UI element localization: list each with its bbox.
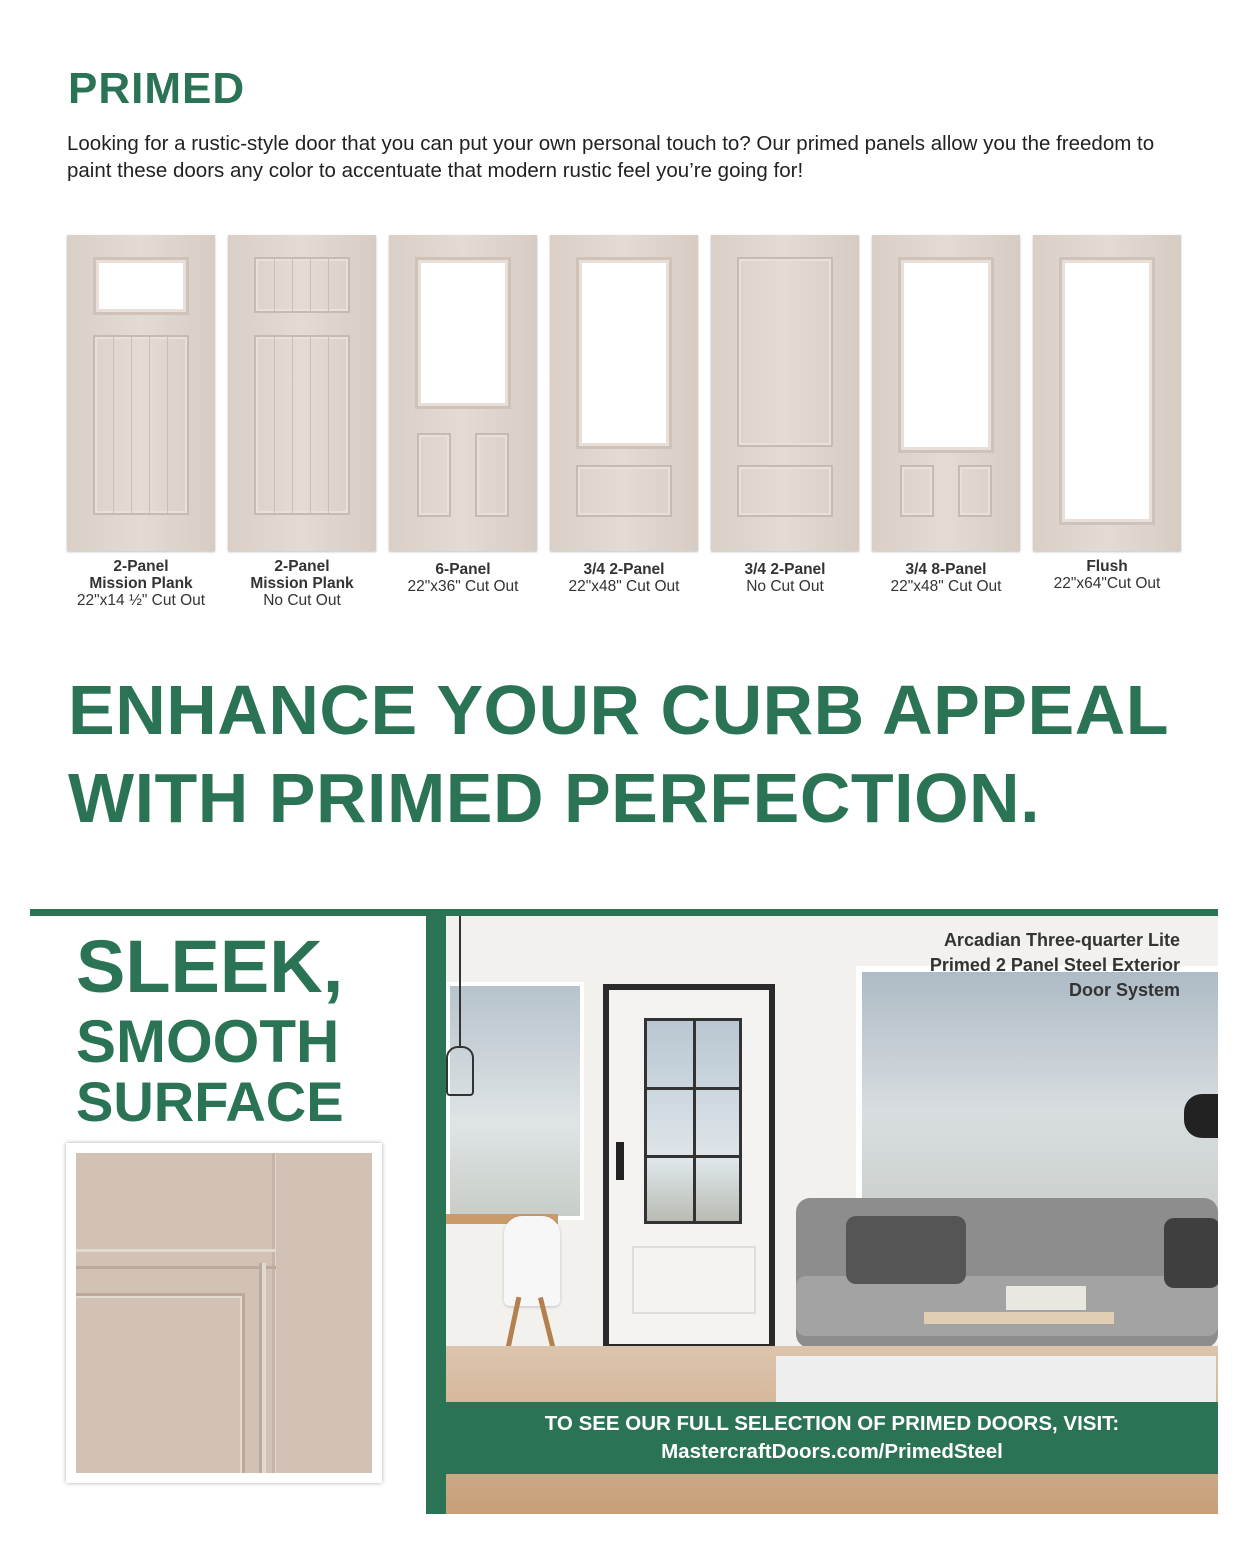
feature-heading-line-1: SLEEK, [76, 925, 344, 1008]
door-label-3: 6-Panel 22"x36" Cut Out [407, 561, 519, 595]
texture-swatch [66, 1143, 382, 1483]
door-image-6-panel [389, 235, 537, 551]
door-image-2-panel-mission-plank-cutout [67, 235, 215, 551]
section-divider [30, 909, 1218, 916]
door-label-4: 3/4 2-Panel 22"x48" Cut Out [568, 561, 680, 595]
door-label-6: 3/4 8-Panel 22"x48" Cut Out [890, 561, 1002, 595]
door-label-2: 2-Panel Mission Plank No Cut Out [250, 558, 354, 609]
door-image-flush [1033, 235, 1181, 551]
headline-line-1: ENHANCE YOUR CURB APPEAL [68, 671, 1169, 749]
accent-bar [426, 914, 446, 1514]
feature-heading-line-2: SMOOTH [76, 1008, 340, 1075]
cta-text: TO SEE OUR FULL SELECTION OF PRIMED DOORS, VISIT: [544, 1412, 1120, 1435]
intro-paragraph: Looking for a rustic-style door that you can put your own personal touch to? Our primed panels allow you the freedom to paint these doors any color to accentuate that modern rustic feel you’re going for! [67, 132, 1155, 182]
product-caption: Arcadian Three-quarter Lite Primed 2 Panel Steel Exterior Door System [929, 930, 1180, 1000]
cta-url-link[interactable]: MastercraftDoors.com/PrimedSteel [661, 1440, 1003, 1463]
cta-banner [446, 1402, 1218, 1474]
door-image-three-quarter-2-panel-solid [711, 235, 859, 551]
door-image-three-quarter-2-panel-cutout [550, 235, 698, 551]
door-image-2-panel-mission-plank-solid [228, 235, 376, 551]
door-label-7: Flush 22"x64"Cut Out [1053, 558, 1161, 592]
door-label-5: 3/4 2-Panel No Cut Out [744, 561, 826, 595]
door-label-1: 2-Panel Mission Plank 22"x14 ½" Cut Out [76, 558, 206, 609]
headline-line-2: WITH PRIMED PERFECTION. [68, 759, 1041, 837]
section-title: PRIMED [68, 64, 246, 113]
door-image-three-quarter-8-panel [872, 235, 1020, 551]
feature-heading-line-3: SURFACE [76, 1070, 344, 1133]
